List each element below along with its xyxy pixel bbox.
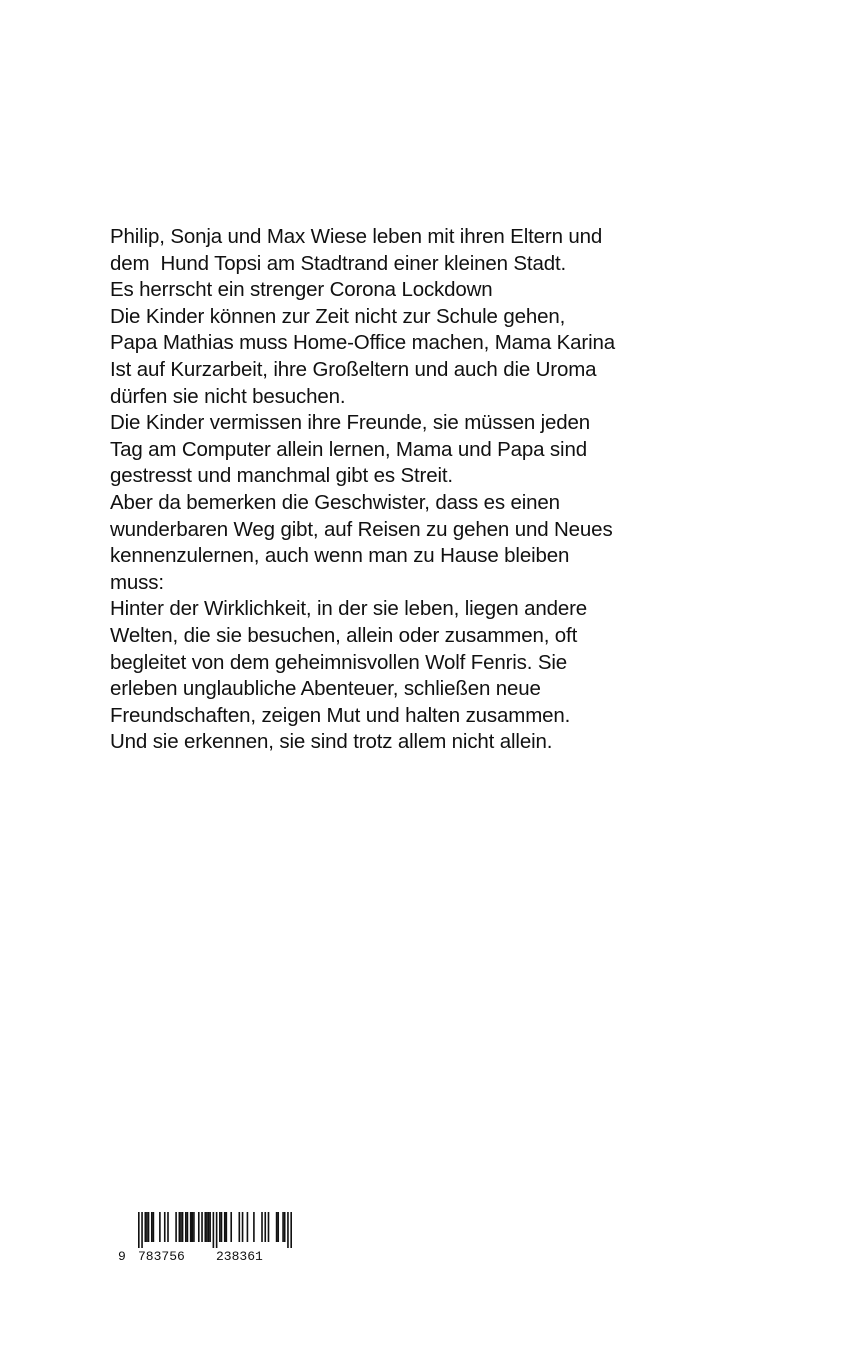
barcode-digit-first: 9 (118, 1249, 126, 1264)
barcode-bar (276, 1212, 278, 1242)
blurb-line: Tag am Computer allein lernen, Mama und Papa sind (110, 437, 587, 461)
barcode-bar (282, 1212, 284, 1242)
barcode-bar (208, 1212, 210, 1242)
barcode-bar (167, 1212, 169, 1242)
blurb-line: Die Kinder können zur Zeit nicht zur Schule gehen, (110, 304, 566, 328)
barcode-bar (284, 1212, 286, 1242)
barcode-bar (179, 1212, 181, 1242)
barcode-digits-right: 238361 (216, 1249, 263, 1264)
barcode-bar (213, 1212, 215, 1248)
barcode-bar (221, 1212, 223, 1242)
barcode-bar (290, 1212, 292, 1248)
isbn-barcode (118, 1212, 298, 1262)
barcode-bar (226, 1212, 228, 1242)
blurb-line: kennenzulernen, auch wenn man zu Hause bleiben (110, 544, 570, 568)
blurb-line: dem Hund Topsi am Stadtrand einer kleinen Stadt. (110, 251, 567, 275)
barcode-bar (187, 1212, 189, 1242)
blurb-line: Es herrscht ein strenger Corona Lockdown (110, 278, 493, 302)
barcode-bar (277, 1212, 279, 1242)
blurb-line: Ist auf Kurzarbeit, ihre Großeltern und auch die Uroma (110, 357, 597, 381)
barcode-bar (148, 1212, 150, 1242)
barcode-bar (191, 1212, 193, 1242)
barcode-bar (146, 1212, 148, 1242)
barcode-bars (138, 1212, 292, 1248)
blurb-line: Papa Mathias muss Home-Office machen, Mama Karina (110, 331, 615, 355)
blurb-line: Die Kinder vermissen ihre Freunde, sie müssen jeden (110, 411, 591, 435)
blurb-line: Welten, die sie besuchen, allein oder zusammen, oft (110, 623, 578, 647)
barcode-bar (268, 1212, 270, 1242)
back-cover-blurb (110, 224, 730, 756)
barcode-bar (198, 1212, 200, 1242)
barcode-bar (193, 1212, 195, 1242)
barcode-bar (204, 1212, 206, 1242)
blurb-line: Und sie erkennen, sie sind trotz allem nicht allein. (110, 730, 553, 754)
barcode-bar (224, 1212, 226, 1242)
barcode-bar (264, 1212, 266, 1242)
barcode-digits (118, 1250, 263, 1264)
barcode-bar (242, 1212, 244, 1242)
barcode-bar (159, 1212, 161, 1242)
barcode-bar (190, 1212, 192, 1242)
barcode-bar (185, 1212, 187, 1242)
barcode-bar (141, 1212, 143, 1248)
blurb-line: Freundschaften, zeigen Mut und halten zusammen. (110, 703, 571, 727)
barcode-bar (287, 1212, 289, 1248)
barcode-bar (253, 1212, 255, 1242)
barcode-bar (261, 1212, 263, 1242)
barcode-bar (151, 1212, 153, 1242)
barcode-bar (201, 1212, 203, 1242)
barcode-digits-left: 783756 (138, 1249, 185, 1264)
barcode-bar (144, 1212, 146, 1242)
barcode-bar (206, 1212, 208, 1242)
blurb-line: dürfen sie nicht besuchen. (110, 384, 346, 408)
barcode-bar (247, 1212, 249, 1242)
blurb-line: muss: (110, 570, 164, 594)
blurb-line: erleben unglaubliche Abenteuer, schließen neue (110, 677, 541, 701)
barcode-bar (209, 1212, 211, 1242)
blurb-line: Philip, Sonja und Max Wiese leben mit ihren Eltern und (110, 225, 603, 248)
blurb-line: wunderbaren Weg gibt, auf Reisen zu gehen und Neues (110, 517, 613, 541)
barcode-bar (219, 1212, 221, 1242)
barcode-bar (182, 1212, 184, 1242)
blurb-line: Aber da bemerken die Geschwister, dass es einen (110, 490, 560, 514)
blurb-line: begleitet von dem geheimnisvollen Wolf Fenris. Sie (110, 650, 568, 674)
barcode-bar (138, 1212, 140, 1248)
barcode-bar (239, 1212, 241, 1242)
barcode-bar (153, 1212, 155, 1242)
barcode-bar (180, 1212, 182, 1242)
barcode-bar (216, 1212, 218, 1248)
barcode-bar (175, 1212, 177, 1242)
barcode-bar (230, 1212, 232, 1242)
barcode-bar (164, 1212, 166, 1242)
blurb-line: gestresst und manchmal gibt es Streit. (110, 464, 453, 488)
blurb-line: Hinter der Wirklichkeit, in der sie leben, liegen andere (110, 597, 588, 621)
